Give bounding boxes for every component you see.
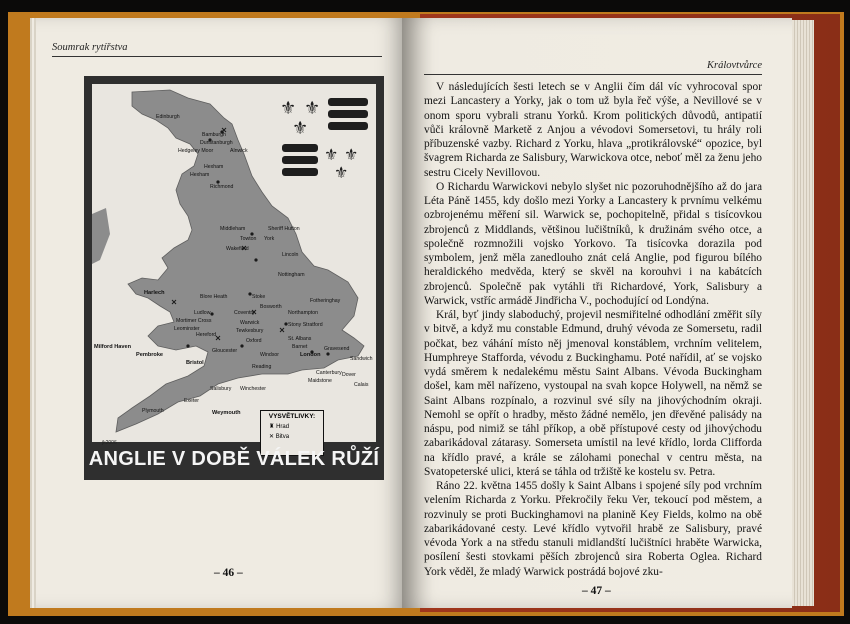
map-label: Winchester	[240, 386, 266, 392]
map-label: Weymouth	[212, 410, 241, 416]
body-text	[424, 80, 762, 579]
paragraph: O Richardu Warwickovi nebylo slyšet nic pozoruhodnějšího až do jara Léta Páně 1455, kdy došlo mezi Yorky a Lancastery k prvnímu velkému ozbrojenému měření sil. Warwick se, pochopitelně, přidal s tisícovkou zbrojenců z Middlands, většinou lučištníků, k družinám svého otce, a společně rozmnožili vojsko Yorkovo. Ta tisícovka dorazila pod symbolem, jenž měla zanedlouho znát celá Anglie, pod figurou bílého heraldického medvěda, který se skvěl na korouhvi i na kabátcích zbrojenců. Společně pak vytáhli tři Richardové, York, Salisbury a Warwick, vstříc armádě Jindřicha V., pochodující od Londýna.	[424, 180, 762, 307]
map-label: Dunstanburgh	[200, 140, 233, 146]
map-label: Sheriff Hutton	[268, 226, 300, 232]
map-label: Reading	[252, 364, 272, 370]
map-label: Edinburgh	[156, 114, 180, 120]
map-label: Barnet	[292, 344, 308, 350]
map-label: Hereford	[196, 332, 217, 338]
castle-icon: ♜	[269, 424, 275, 430]
map-label: Tewkesbury	[236, 328, 264, 334]
page-number-left: – 46 –	[214, 567, 243, 579]
map-label: Calais	[354, 382, 369, 388]
legend-castle-row	[269, 423, 323, 430]
ireland-coast	[92, 208, 110, 264]
map-label: Gloucester	[212, 348, 238, 354]
map-label: Northampton	[288, 310, 318, 316]
map-label: Nottingham	[278, 272, 305, 278]
map-label: Lincoln	[282, 252, 299, 258]
map-label: Coventry	[234, 310, 255, 316]
map-label: Windsor	[260, 352, 280, 358]
map-figure	[84, 76, 384, 480]
right-page	[402, 18, 792, 608]
running-head-right: Královtvůrce	[706, 60, 762, 71]
svg-text:⚜: ⚜	[344, 145, 359, 164]
map-label: Dover	[342, 372, 356, 378]
svg-text:⚜: ⚜	[304, 98, 321, 119]
map-label: Wakefield	[226, 246, 249, 252]
map-label: Bristol	[186, 360, 204, 366]
map-label: York	[264, 236, 275, 242]
map-label: Milford Haven	[94, 344, 131, 350]
legend-castle-label: Hrad	[276, 424, 290, 430]
map-label: Warwick	[240, 320, 260, 326]
map-label: Mortimer Cross	[176, 318, 212, 324]
map-label: Canterbury	[316, 370, 342, 376]
map-caption: ANGLIE V DOBĚ VÁLEK RŮŽÍ	[88, 448, 380, 470]
map-label: Bamburgh	[202, 132, 226, 138]
page-edges	[792, 20, 814, 606]
map-label: Oxford	[246, 338, 262, 344]
map-label: Harlech	[144, 290, 165, 296]
map-label: Gravesend	[324, 346, 350, 352]
header-rule-right	[424, 74, 762, 75]
map-label: Pembroke	[136, 352, 164, 358]
map-label: Hexham	[190, 172, 210, 178]
map-label: Plymouth	[142, 408, 164, 414]
map-label: Hexham	[204, 164, 224, 170]
map-label: Salisbury	[210, 386, 232, 392]
legend-battle-row	[269, 433, 323, 440]
page-number-right: – 47 –	[582, 585, 611, 597]
map-label: Stony Stratford	[288, 322, 323, 328]
header-rule-left	[52, 56, 382, 57]
svg-text:⚜: ⚜	[280, 98, 297, 119]
heraldry-icon	[280, 98, 368, 182]
paragraph: Král, byť jindy slaboduchý, projevil nesmiřitelné odhodlání změřit síly v bitvě, a když mu constable Edmund, druhý vévoda ze Somersetu, radil počkat, bez váhání místo něj jmenoval konstáblem, vrchním velitelem, Humphreye Stafforda, vévodu z Buckinghamu. Poté nařídil, ať se vojsko vydá směrem k nedalekému městu Saint Albans. Vévoda Buckingham došel, kam měl nařízeno, vystoupal na svah kopce Holywell, na němž se Saint Albans rozpínalo, a rozvinul své síly na jihovýchodním okraji. Nemohl se opřít o hradby, město žádné nemělo, jen dřevěné palisády na náspu, pod nimiž se táhl příkop, a obě přístupové cesty od jihovýchodu zabarikádoval zátarasy. Somerseta umístil na levé křídlo, lorda Clifforda na křídlo pravé, a krále se zálohami ponechal v centru města, na Svatopeterské ulici, která se táhla od tržiště ke kostelu sv. Petra.	[424, 309, 762, 478]
map-label: Exeter	[184, 398, 199, 404]
legend-title: VYSVĚTLIVKY:	[268, 413, 316, 420]
map-label: Fotheringhay	[310, 298, 341, 304]
map-label: Sandwich	[350, 356, 373, 362]
map-label: Bosworth	[260, 304, 282, 310]
paragraph: V následujících šesti letech se v Anglii čím dál víc vyhrocoval spor mezi Lancastery a Yorky, jak o tom už byla řeč výše, a Nevillové se v onom sporu vybrali stranu Yorků. Krom politických důvodů, antipatií vůči královně Marketě z Anjou a vévodovi Somersetovi, tu hrály roli příbuzenské vazby. Richard z Yorku, hlava „protikrálovské“ opozice, byl švagrem Richarda ze Salisbury, Warwickova otce, neboť měl za ženu jeho sestru Cicely Nevillovou.	[424, 81, 762, 179]
england-map-svg	[92, 84, 376, 442]
svg-text:⚜: ⚜	[324, 145, 339, 164]
map-label: Stoke	[252, 294, 266, 300]
svg-text:⚜: ⚜	[334, 163, 349, 182]
map-label: Richmond	[210, 184, 234, 190]
map-label: Towton	[240, 236, 257, 242]
map-label: Hedgeley Moor	[178, 148, 214, 154]
map-label: Alnwick	[230, 148, 248, 154]
paragraph: Ráno 22. května 1455 došly k Saint Albans i spojené síly pod vrchním velením Richarda z Yorku. Překročily řeku Ver, tekoucí pod městem, a rozvinuly se proti Buckinghamovi na planině Key Fields, kolmo na obě zabarikádované cesty. Levé křídlo vytvořil hrabě ze Salisbury, pravé vévoda York a na středu stanuli midlandští lučištníci hraběte Warwicka, posílení šesti stovkami pěších zbrojenců sira Roberta Oglea. Richard York věděl, že mladý Warwick postrádá bojové zku-	[424, 480, 762, 578]
map-credit: jk2006	[102, 440, 117, 446]
map-label: London	[300, 352, 321, 358]
map-label: Middleham	[220, 226, 246, 232]
map-area	[92, 84, 376, 446]
svg-text:⚜: ⚜	[292, 118, 309, 139]
map-label: Blore Heath	[200, 294, 228, 300]
crossed-swords-icon: ✕	[269, 434, 275, 440]
map-label: Leominster	[174, 326, 200, 332]
map-label: Maidstone	[308, 378, 332, 384]
map-label: St. Albans	[288, 336, 312, 342]
legend-battle-label: Bitva	[275, 434, 290, 440]
running-head-left: Soumrak rytířstva	[52, 42, 128, 53]
map-label: Ludlow	[194, 310, 211, 316]
